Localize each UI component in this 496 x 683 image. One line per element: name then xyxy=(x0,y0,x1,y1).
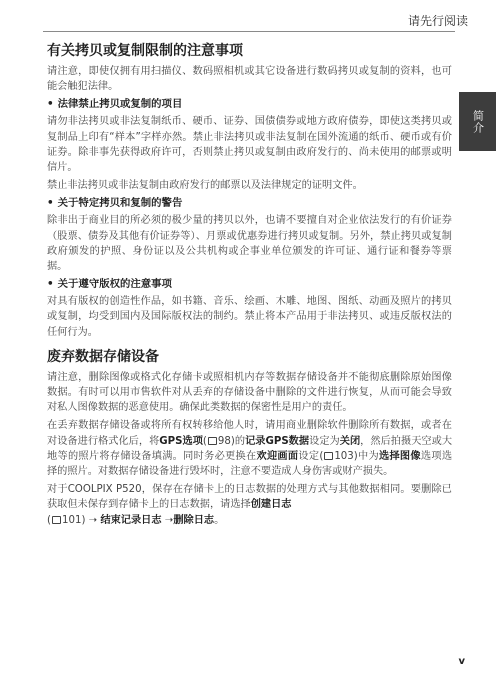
bullet-specific-copies-title: 关于特定拷贝和复制的警告 xyxy=(57,197,183,210)
text-run: 在丢弃数据存储设备或将所有权转移给他人时，请用商业删除软件删除所有数据，或者在对设备进行格式化后，将 xyxy=(47,420,452,447)
prohibited-items-paragraph-1: 请勿非法拷贝或非法复制纸币、硬币、证券、国债债券或地方政府债券，即使这类拷贝或复制品上印有“样本”字样亦然。禁止非法拷贝或非法复制在国外流通的纸币、硬币或有价证券。除非事先获得政府许可，否则禁止拷贝或复制由政府发行的、尚未使用的邮票或明信片。 xyxy=(47,116,452,174)
page-ref-98[interactable]: 98 xyxy=(217,435,231,447)
gps-options-term: GPS选项 xyxy=(159,435,203,447)
text-run: ，然后拍摄天空或大地等的照片将存储设备填满。同时务必更换在 xyxy=(47,435,453,462)
text-run: 。 xyxy=(214,514,225,526)
bullet-prohibited-items xyxy=(47,97,452,112)
bullet-copyright xyxy=(47,277,452,292)
record-gps-data-term: 记录GPS数据 xyxy=(245,435,310,447)
book-reference-icon xyxy=(52,516,61,524)
text-run: 对于COOLPIX P520，保存在存储卡上的日志数据的处理方式与其他数据相同。要删除已获取但未保存到存储卡上的日志数据，请选择 xyxy=(47,484,452,511)
create-log-term: 创建日志 xyxy=(250,499,292,511)
text-run: 选项选择的照片。对数据存储设备进行毁坏时，注意不要造成人身伤害或财产损失。 xyxy=(47,450,453,478)
chapter-tab[interactable] xyxy=(459,92,496,151)
page-number: v xyxy=(458,656,465,667)
delete-log-term: 删除日志 xyxy=(173,514,215,526)
bullet-specific-copies xyxy=(47,196,452,211)
disposal-paragraph-3: 对于COOLPIX P520，保存在存储卡上的日志数据的处理方式与其他数据相同。要删除已获取但未保存到存储卡上的日志数据，请选择创建日志 ( 101) ➝ 结束记录日志 ➝删除日志。 xyxy=(47,484,452,526)
copyright-paragraph: 对具有版权的创造性作品，如书籍、音乐、绘画、木雕、地图、图纸、动画及照片的拷贝或复制，均受到国内及国际版权法的制约。禁止将本产品用于非法拷贝、或违反版权法的任何行为。 xyxy=(47,296,452,338)
header-divider xyxy=(43,31,455,32)
specific-copies-paragraph: 除非出于商业目的所必须的极少量的拷贝以外，也请不要擅自对企业依法发行的有价证券（股票、债券及其他有价证券等）、月票或优惠券进行拷贝或复制。另外，禁止拷贝或复制政府颁发的护照、身份证以及公共机构或企事业单位颁发的许可证、通行证和餐券等票据。 xyxy=(47,215,452,273)
bullet-dot: • xyxy=(47,197,54,210)
running-header-title: 请先行阅读 xyxy=(407,14,468,28)
section-title-disposal: 废弃数据存储设备 xyxy=(47,348,159,365)
copy-restrictions-intro: 请注意，即使仅拥有用扫描仪、数码照相机或其它设备进行数码拷贝或复制的资料，也可能会触犯法律。 xyxy=(47,66,452,93)
end-logging-term: 结束记录日志 xyxy=(100,514,162,526)
page-content xyxy=(47,40,452,531)
off-term: 关闭 xyxy=(339,435,361,447)
section-title-copy-restrictions: 有关拷贝或复制限制的注意事项 xyxy=(47,43,243,59)
page-ref-103[interactable]: 103 xyxy=(334,450,354,462)
bullet-prohibited-items-title: 法律禁止拷贝或复制的项目 xyxy=(57,98,183,111)
welcome-screen-term: 欢迎画面 xyxy=(256,450,299,462)
select-image-term: 选择图像 xyxy=(378,450,421,462)
chapter-tab-label: 简介 xyxy=(471,109,485,134)
prohibited-items-paragraph-2: 禁止非法拷贝或非法复制由政府发行的邮票以及法律规定的证明文件。 xyxy=(47,180,363,192)
text-run: )的 xyxy=(230,435,246,447)
book-reference-icon xyxy=(208,437,217,445)
disposal-paragraph-2: 在丢弃数据存储设备或将所有权转移给他人时，请用商业删除软件删除所有数据，或者在对设备进行格式化后，将GPS选项( 98)的记录GPS数据设定为关闭，然后拍摄天空或大地等的照片将存储设备填满。同时务必更换在欢迎画面设定( 103)中为选择图像选项选择的照片。对数据存储设备进行毁坏时，注意不要造成人身伤害或财产损失。 xyxy=(47,420,453,478)
book-reference-icon xyxy=(324,452,333,460)
bullet-dot: • xyxy=(47,98,54,111)
page-ref-101[interactable]: 101 xyxy=(61,514,82,526)
text-run: ) ➝ xyxy=(81,514,101,526)
text-run: ➝ xyxy=(161,514,174,526)
text-run: )中为 xyxy=(353,450,379,462)
text-run: 设定为 xyxy=(309,435,340,447)
bullet-copyright-title: 关于遵守版权的注意事项 xyxy=(57,278,172,291)
disposal-paragraph-1: 请注意，删除图像或格式化存储卡或照相机内存等数据存储设备并不能彻底删除原始图像数据。有时可以用市售软件对从丢弃的存储设备中删除的文件进行恢复，从而可能会导致对私人图像数据的恶意使用。确保此类数据的保密性是用户的责任。 xyxy=(47,371,452,414)
bullet-dot: • xyxy=(47,278,54,291)
text-run: 设定( xyxy=(298,450,324,462)
